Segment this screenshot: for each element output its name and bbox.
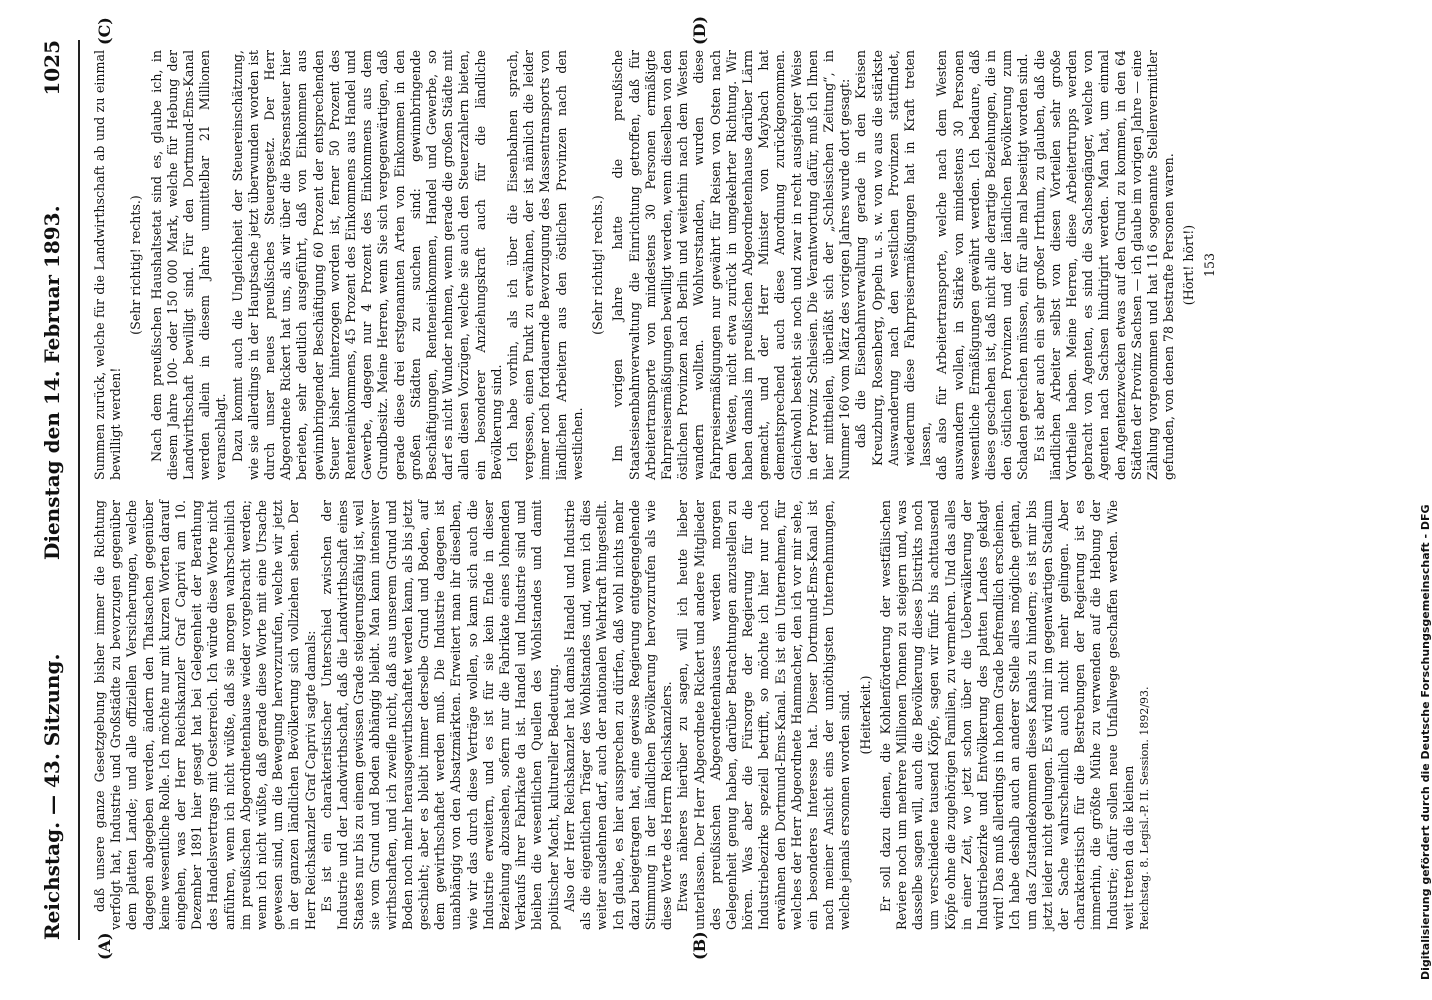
margin-mark-d: (D) (690, 15, 709, 45)
right-column (92, 50, 1222, 480)
right-paragraph: Summen zurück, welche für die Landwirthschaft ab und zu einmal bewilligt werden! (92, 50, 124, 480)
left-column (92, 500, 1153, 930)
header-date: Dienstag den 14. Februar 1893. (40, 205, 64, 560)
header-left: Reichstag. — 43. Sitzung. (40, 653, 64, 940)
page-number: 1025 (40, 40, 64, 96)
right-paragraph: Dazu kommt auch die Ungleichheit der Steuereinschätzung, wie sie allerdings in der Hauptsache jetzt überwunden worden ist durch unser neues preußisches Steuergesetz. Der Herr Abgeordnete Rickert hat uns, als wir über die Börsensteuer hier berieten, sehr deutlich ausgeführt, daß von Einkommen aus gewinnbringender Beschäftigung 60 Prozent der entsprechenden Steuer bisher hinterzogen worden ist, ferner 50 Prozent des Renteneinkommens, 45 Prozent des Einkommens aus Handel und Gewerbe, dagegen nur 4 Prozent des Einkommens aus dem Grundbesitz. Meine Herren, wenn Sie sich vergegenwärtigen, daß gerade diese drei erstgenannten Arten von Einkommen in den großen Städten zu suchen sind: gewinnbringende Beschäftigungen, Renteneinkommen, Handel und Gewerbe, so darf es nicht Wunder nehmen, wenn gerade die großen Städte mit allen diesen Vorzügen, welche sie auch den Steuerzahlern bieten, ein besonderer Anziehungskraft auch für die ländliche Bevölkerung sind. (229, 50, 504, 480)
margin-mark-c: (C) (95, 17, 114, 45)
dfg-side-label (1419, 40, 1432, 980)
right-paragraph: Nach dem preußischen Haushaltsetat sind es, glaube ich, in diesem Jahre 100- oder 150 000 Mark, welche für Hebung der Landwirthschaft bewilligt sind. Für den Dortmund-Ems-Kanal werden allein in diesem Jahre unmittelbar 21 Millionen veranschlagt. (148, 50, 229, 480)
right-paragraph: Im vorigen Jahre hatte die preußische Staatseisenbahnverwaltung die Einrichtung getroffen, daß für Arbeitertransporte von mindestens 30 Personen ermäßigte Fahrpreisermäßigungen bewilligt werden, wenn dieselben von den östlichen Provinzen nach Berlin und weiterhin nach dem Westen wandern wollten. Wohlverstanden, wurden diese Fahrpreisermäßigungen nur gewährt für Reisen von Osten nach dem Westen, nicht etwa zurück in umgekehrter Richtung. Wir haben damals im preußischen Abgeordnetenhause darüber Lärm gemacht, und der Herr Minister von Maybach hat dementsprechend auch diese Anordnung zurückgenommen. Gleichwohl besteht sie noch und zwar in recht ausgiebiger Weise in der Provinz Schlesien. Die Verantwortung dafür, muß ich Ihnen hier mittheilen, überläßt sich der „Schlesischen Zeitung“, in Nummer 160 vom März des vorigen Jahres wurde dort gesagt: (610, 50, 853, 480)
header-rule (78, 40, 80, 940)
margin-mark-b: (B) (690, 931, 709, 960)
sheet-number: 153 (1201, 252, 1217, 278)
left-interjection: (Heiterkeit.) (857, 675, 873, 755)
right-paragraph: Es ist aber auch ein sehr großer Irrthum, zu glauben, daß die ländlichen Arbeiter selbst von diesen Vorteilen sehr große Vortheile haben. Meine Herren, diese Arbeitertrupps werden gebracht von Agenten, es sind die Sachsengänger, welche von Agenten nach Sachsen hindirigirt werden. Man hat, um einmal den Agentenzwecken etwas auf den Grund zu kommen, in den 64 Städten der Provinz Sachsen — ich glaube im vorigen Jahre — eine Zählung vorgenommen und hat 116 sogenannte Stellenvermittler gefunden, von denen 78 bestrafte Personen waren. (1031, 50, 1177, 480)
right-interjection: (Hört! hört!) (1181, 224, 1197, 306)
dfg-label-text: Digitalisierung gefördert durch die Deutsche Forschungsgemeinschaft - DFG (1419, 504, 1432, 980)
right-interjection: (Sehr richtig! rechts.) (590, 195, 606, 335)
left-quote: Es ist ein charakteristischer Unterschied zwischen der Industrie und der Landwirthschaft, daß die Landwirthschaft eines Staates nur bis zu einem gewissen Grade steigerungsfähig ist, weil sie vom Grund und Boden abhängig bleibt. Man kann intensiver wirthschaften, und ich zweifle nicht, daß aus unserem Grund und Boden noch mehr herausgewirthschaftet werden kann, als bis jetzt geschieht; aber es bleibt immer derselbe Grund und Boden, auf dem gewirthschaftet werden muß. Die Industrie dagegen ist unabhängig von den Absatzmärkten. Erweitert man ihr dieselben, wie wir das durch diese Verträge wollen, so kann sich auch die Industrie erweitern, und es ist für sie kein Ende in dieser Beziehung abzusehen, sofern nur die Fabrikate eines lohnenden Verkaufs ihrer Fabrikate da ist. Handel und Industrie sind und bleiben die wesentlichen Quellen des Wohlstandes und damit politischer Macht, kultureller Bedeutung. (318, 500, 561, 930)
right-paragraph: daß also für Arbeitertransporte, welche nach dem Westen auswandern wollen, in Stärke von mindestens 30 Personen wesentliche Ermäßigungen gewährt werden. Ich bedaure, daß dieses geschehen ist, daß nicht alle derartige Beziehungen, die in den östlichen Provinzen und der ländlichen Bevölkerung zum Schaden gereichen müssen, ein für alle mal beseitigt worden sind. (934, 50, 1031, 480)
right-interjection: (Sehr richtig! rechts.) (128, 195, 144, 335)
margin-mark-a: (A) (95, 932, 114, 960)
left-paragraph: Also der Herr Reichskanzler hat damals Handel und Industrie als die eigentlichen Träger des Wohlstandes und, wenn ich dies weiter ausdehnen darf, auch der nationalen Wehrkraft hingestellt. Ich glaube, es hier aussprechen zu dürfen, daß wohl nichts mehr dazu beigetragen hat, eine gewisse Regierung entgegengehende Stimmung in der ländlichen Bevölkerung hervorzurufen als wie diese Worte des Herrn Reichskanzlers. (561, 500, 675, 930)
left-paragraph: Er soll dazu dienen, die Kohlenförderung der westfälischen Reviere noch um mehrere Millionen Tonnen zu steigern und, was dasselbe sagen will, auch die Bevölkerung dieses Distrikts noch um verschiedene tausend Köpfe, sagen wir fünf- bis achttausend Köpfe ohne die zugehörigen Familien, zu vermehren. Und das alles in einer Zeit, wo jetzt schon über die Ueberwälkerung der Industriebezirke und Entvölkerung des platten Landes geklagt wird! Das muß allerdings in hohem Grade befremdlich erscheinen. Ich habe deshalb auch an anderer Stelle alles mögliche gethan, um das Zustandekommen dieses Kanals zu hindern; es ist mir bis jetzt leider nicht gelungen. Es wird mir im gegenwärtigen Stadium der Sache wahrscheinlich auch nicht mehr gelingen. Aber charakteristisch für die Bestrebungen der Regierung ist es immerhin, die größte Mühe zu verwenden auf die Hebung der Industrie; dafür sollen neue Unfallwege geschaffen werden. Wie weit treten da die kleinen (877, 500, 1136, 930)
page-header (40, 40, 80, 940)
left-footer: Reichstag. 8. Legisl.-P. II. Session. 1892/93. (1138, 686, 1151, 930)
left-paragraph: daß unsere ganze Gesetzgebung bisher immer die Richtung verfolgt hat, Industrie und Großstädte zu bevorzugen gegenüber dem platten Lande; und alle offiziellen Versicherungen, welche dagegen abgegeben werden, ändern den Thatsachen gegenüber keine wesentliche Rolle. Ich möchte nur mit kurzen Worten darauf eingehen, was der Herr Reichskanzler Graf Caprivi am 10. Dezember 1891 hier gesagt hat bei Gelegenheit der Berathung des Handelsvertrags mit Oesterreich. Ich würde diese Worte nicht anführen, wenn ich nicht wüßte, daß sie morgen wahrscheinlich im preußischen Abgeordnetenhause wieder vorgebracht werden; wenn ich nicht wüßte, daß gerade diese Worte mit eine Ursache gewesen sind, um die Bewegung hervorzurufen, welche wir jetzt in der ganzen ländlichen Bevölkerung sich vollziehen sehen. Der Herr Reichskanzler Graf Caprivi sagte damals: (92, 500, 318, 930)
right-paragraph: Ich habe vorhin, als ich über die Eisenbahnen sprach, vergessen, einen Punkt zu erwähnen, der ist nämlich die leider immer noch fortdauernde Bevorzugung des Massentransports von ländlichen Arbeitern aus den östlichen Provinzen nach den westlichen. (505, 50, 585, 480)
right-quote: daß die Eisenbahnverwaltung gerade in den Kreisen Kreuzburg, Rosenberg, Oppeln u. s. w. von wo aus die stärkste Auswanderung nach den westlichen Provinzen stattfindet, wiederum diese Fahrpreisermäßigungen hat in Kraft treten lassen, (853, 50, 934, 466)
left-paragraph: Etwas näheres hierüber zu sagen, will ich heute lieber unterlassen. Der Herr Abgeordnete Rickert und andere Mitglieder des preußischen Abgeordnetenhauses werden morgen Gelegenheit genug haben, darüber Betrachtungen anzustellen zu hören. Was aber die Fürsorge der Regierung für die Industriebezirke speziell betrifft, so möchte ich hier nur noch erwähnen den Dortmund-Ems-Kanal. Es ist ein Unternehmen, für welches der Herr Abgeordnete Hammacher, den ich vor mir sehe, ein besonderes Interesse hat. Dieser Dortmund-Ems-Kanal ist nach meiner Ansicht eins der unnöthigsten Unternehmungen, welche jemals ersonnen worden sind. (675, 500, 853, 930)
